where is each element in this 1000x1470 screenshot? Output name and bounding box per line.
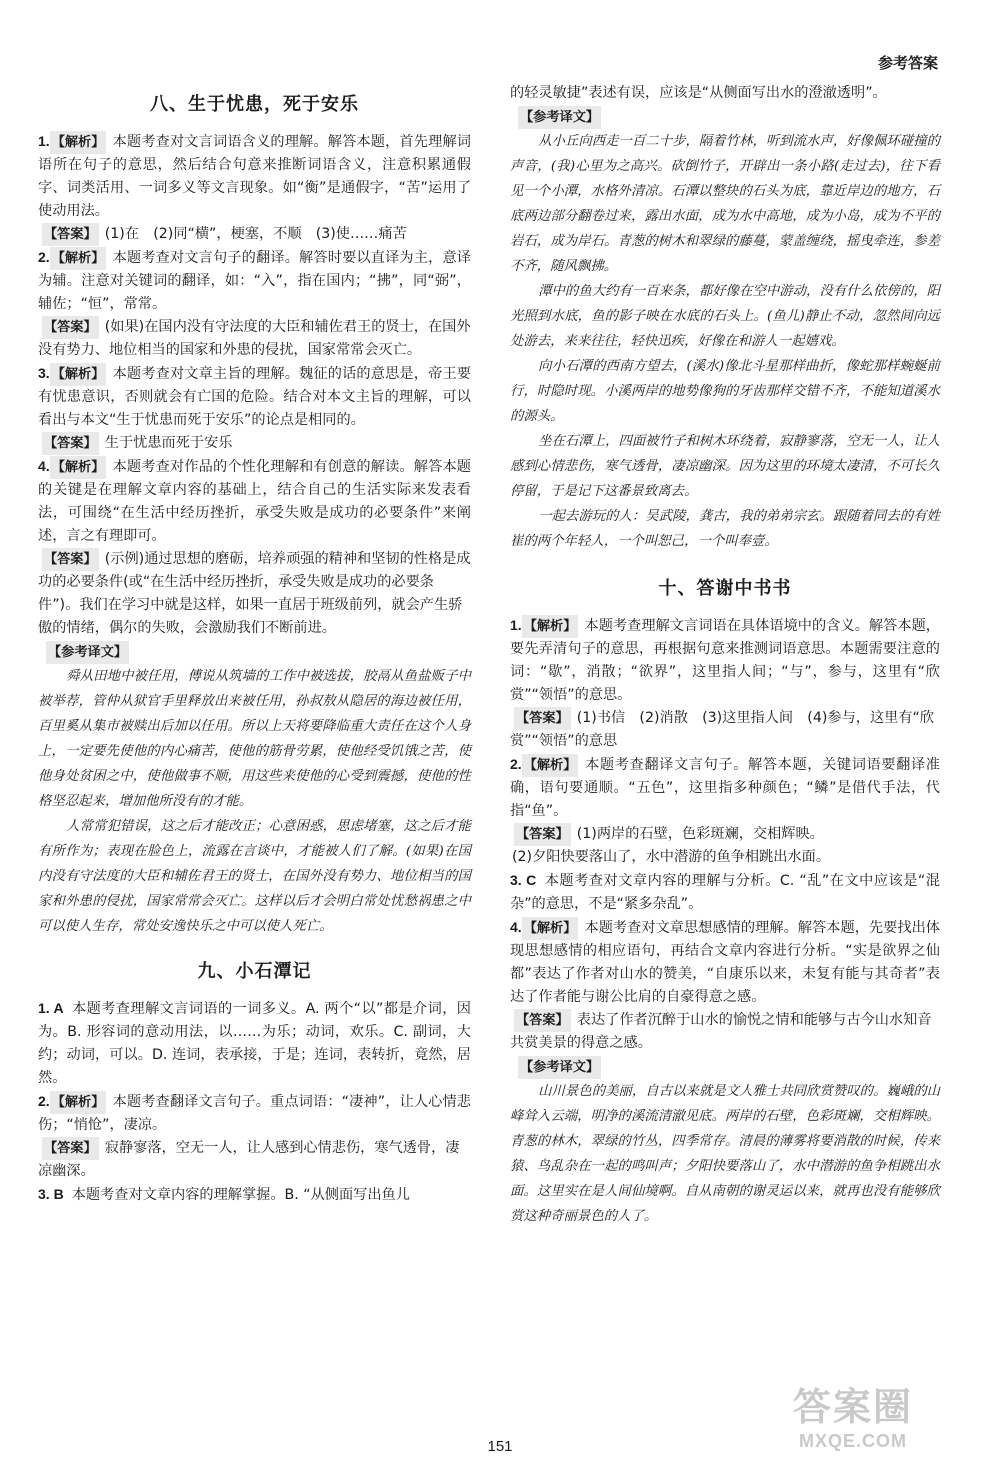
analysis-tag: 【解析】 [50, 1091, 107, 1114]
analysis-text: 本题考查对文章内容的理解与分析。C. “乱”在文中应该是“混杂”的意思，不是“紧多杂乱”。 [510, 873, 940, 912]
analysis-tag: 【解析】 [522, 917, 579, 940]
translation-paragraph: 向小石潭的西南方望去，(溪水)像北斗星那样曲折，像蛇那样蜿蜒前行，时隐时现。小溪两岸的地势像狗的牙齿那样交错不齐，不能知道溪水的源头。 [510, 359, 940, 424]
answer-text: 表达了作者沉醉于山水的愉悦之情和能够与古今山水知音共赏美景的得意之感。 [510, 1012, 932, 1051]
answer-1 [38, 223, 471, 246]
answer-text: (如果)在国内没有守法度的大臣和辅佐君王的贤士，在国外没有势力、地位相当的国家和外患的侵扰，国家常常会灭亡。 [38, 319, 471, 358]
translation-paragraph: 从小丘向西走一百二十步，隔着竹林，听到流水声，好像佩环碰撞的声音，(我)心里为之高兴。砍倒竹子，开辟出一条小路(走过去)，往下看见一个小潭，水格外清凉。石潭以整块的石头为底，靠近岸边的地方，石底两边部分翻卷过来，露出水面，成为水中高地，成为小岛，成为不平的岩石，成为岸石。青葱的树木和翠绿的藤蔓，蒙盖缠绕，摇曳牵连，参差不齐，随风飘拂。 [510, 134, 940, 274]
reference-tag: 【参考译文】 [518, 106, 601, 129]
left-column [38, 78, 471, 1207]
answer-2 [510, 823, 940, 846]
answer-3 [38, 432, 471, 455]
watermark-text: 答案圈 [792, 1385, 913, 1429]
analysis-tag: 【解析】 [50, 456, 107, 479]
translation-paragraph: 坐在石潭上，四面被竹子和树木环绕着，寂静寥落，空无一人，让人感到心情悲伤，寒气透骨，凄凉幽深。因为这里的环境太凄清，不可长久停留，于是记下这番景致离去。 [510, 434, 940, 499]
question-number: 1. [510, 617, 522, 633]
analysis-tag: 【解析】 [50, 247, 107, 270]
answer-tag: 【答案】 [514, 707, 571, 730]
reference-translation-heading [42, 641, 471, 664]
answer-text: (1)在 (2)同“横”，梗塞，不顺 (3)使……痛苦 [104, 226, 407, 242]
question-1 [38, 130, 471, 223]
analysis-tag: 【解析】 [50, 363, 107, 386]
analysis-text: 本题考查翻译文言句子。解答本题，关键词语要翻译准确，语句要通顺。“五色”，这里指多种颜色；“鳞”是借代手法，代指“鱼”。 [510, 757, 940, 819]
answer-text: 寂静寥落，空无一人，让人感到心情悲伤，寒气透骨，凄凉幽深。 [38, 1140, 460, 1179]
question-4 [510, 916, 940, 1009]
answer-tag: 【答案】 [42, 1137, 99, 1160]
reference-translation-heading [514, 106, 940, 129]
answer-2 [38, 316, 471, 362]
reference-tag: 【参考译文】 [518, 1056, 601, 1079]
answer-4 [38, 548, 471, 640]
page-number: 151 [487, 1438, 513, 1455]
watermark-logo [728, 1376, 978, 1456]
analysis-text: 本题考查对文章内容的理解掌握。B. “从侧面写出鱼儿 [71, 1187, 410, 1203]
answer-tag: 【答案】 [514, 1009, 571, 1032]
question-number: 3. [38, 365, 50, 381]
question-number: 1. [38, 133, 50, 149]
question-number: 2. [510, 756, 522, 772]
section-title-9: 九、小石潭记 [197, 961, 312, 982]
translation-paragraph: 一起去游玩的人：吴武陵，龚古，我的弟弟宗玄。跟随着同去的有姓崔的两个年轻人，一个叫恕己，一个叫奉壹。 [510, 509, 940, 549]
question-3-continued: 的轻灵敏捷”表述有误，应该是“从侧面写出水的澄澈透明”。 [510, 85, 887, 101]
right-column [510, 82, 940, 1229]
translation-paragraph: 人常常犯错误，这之后才能改正；心意困惑，思虑堵塞，这之后才能有所作为；表现在脸色上，流露在言谈中，才能被人们了解。(如果)在国内没有守法度的大臣和辅佐君王的贤士，在国外没有势力、地位相当的国家和外患的侵扰，国家常常会灭亡。这样以后才会明白常处忧愁祸患之中可以使人生存，常处安逸快乐之中可以使人死亡。 [38, 819, 471, 934]
analysis-text: 本题考查对文章主旨的理解。魏征的话的意思是，帝王要有忧患意识，否则就会有亡国的危险。结合对本文主旨的理解，可以看出与本文“生于忧患而死于安乐”的论点是相同的。 [38, 366, 471, 428]
question-number: 4. [510, 919, 522, 935]
answer-tag: 【答案】 [42, 548, 99, 571]
question-number: 4. [38, 458, 50, 474]
analysis-tag: 【解析】 [50, 131, 107, 154]
question-number: 2. [38, 249, 50, 265]
section-title-8: 八、生于忧患，死于安乐 [150, 94, 359, 115]
answer-text: (1)两岸的石壁，色彩斑斓，交相辉映。 [576, 826, 824, 842]
question-2 [38, 1090, 471, 1137]
question-4 [38, 455, 471, 548]
answer-text: (示例)通过思想的磨砺，培养顽强的精神和坚韧的性格是成功的必要条件(或“在生活中经历挫折，承受失败是成功的必要条件”)。我们在学习中就是这样，如果一直居于班级前列，就会产生骄傲的情绪，偶尔的失败，会激励我们不断前进。 [38, 551, 471, 636]
reference-tag: 【参考译文】 [46, 641, 129, 664]
question-2 [38, 246, 471, 316]
question-1 [510, 614, 940, 707]
answer-tag: 【答案】 [514, 823, 571, 846]
answer-4 [510, 1009, 940, 1055]
question-number: 1. A [38, 1000, 64, 1016]
watermark-url: MXQE.COM [798, 1431, 907, 1451]
analysis-text: 本题考查理解文言词语的一词多义。A. 两个“以”都是介词，因为。B. 形容词的意动用法，以……为乐；动词，欢乐。C. 副词，大约；动词，可以。D. 连词，表承接，于是；连词，表转折，竟然，居然。 [38, 1001, 471, 1086]
answer-2-line-2: (2)夕阳快要落山了，水中潜游的鱼争相跳出水面。 [512, 849, 831, 865]
answer-text: 生于忧患而死于安乐 [104, 435, 233, 451]
answer-tag: 【答案】 [42, 432, 99, 455]
answer-2 [38, 1137, 471, 1183]
analysis-text: 本题考查理解文言词语在具体语境中的含义。解答本题，要先弄清句子的意思，再根据句意来推测词语意思。本题需要注意的词：“歇”，消散；“欲界”，这里指人间；“与”，参与，这里有“欣赏”“领悟”的意思。 [510, 618, 940, 703]
question-number: 3. C [510, 872, 537, 888]
analysis-text: 本题考查对文言句子的翻译。解答时要以直译为主，意译为辅。注意对关键词的翻译，如：“入”，指在国内；“拂”，同“弼”，辅佐；“恒”，常常。 [38, 250, 471, 312]
question-2 [510, 753, 940, 823]
analysis-text: 本题考查翻译文言句子。重点词语：“凄神”，让人心情悲伤；“悄怆”，凄凉。 [38, 1094, 471, 1133]
translation-paragraph: 潭中的鱼大约有一百来条，都好像在空中游动，没有什么依傍的，阳光照到水底，鱼的影子映在水底的石头上。(鱼儿)静止不动，忽然间向远处游去，来来往往，轻快迅疾，好像在和游人一起嬉戏。 [510, 284, 940, 349]
analysis-text: 本题考查对作品的个性化理解和有创意的解读。解答本题的关键是在理解文章内容的基础上，结合自己的生活实际来发表看法，可围绕“在生活中经历挫折，承受失败是成功的必要条件”来阐述，言之有理即可。 [38, 459, 471, 544]
analysis-tag: 【解析】 [522, 615, 579, 638]
question-number: 2. [38, 1093, 50, 1109]
reference-translation-heading [514, 1056, 940, 1079]
analysis-tag: 【解析】 [522, 754, 579, 777]
answer-tag: 【答案】 [42, 316, 99, 339]
translation-paragraph: 山川景色的美丽，自古以来就是文人雅士共同欣赏赞叹的。巍峨的山峰耸入云端，明净的溪流清澈见底。两岸的石壁，色彩斑斓，交相辉映。青葱的林木，翠绿的竹丛，四季常存。清晨的薄雾将要消散的时候，传来猿、鸟乱杂在一起的鸣叫声；夕阳快要落山了，水中潜游的鱼争相跳出水面。这里实在是人间仙境啊。自从南朝的谢灵运以来，就再也没有能够欣赏这种奇丽景色的人了。 [510, 1084, 940, 1224]
answer-1 [510, 707, 940, 753]
question-3 [38, 1183, 471, 1207]
question-1 [38, 997, 471, 1090]
answer-tag: 【答案】 [42, 223, 99, 246]
page-header: 参考答案 [877, 54, 938, 72]
analysis-text: 本题考查对文章思想感情的理解。解答本题，先要找出体现思想感情的相应语句，再结合文章内容进行分析。“实是欲界之仙都”表达了作者对山水的赞美，“自康乐以来，未复有能与其奇者”表达了作者能与谢公比肩的自豪得意之感。 [510, 920, 940, 1005]
section-title-10: 十、答谢中书书 [658, 578, 792, 599]
question-3 [510, 869, 940, 916]
question-3 [38, 362, 471, 432]
answer-text: (1)书信 (2)消散 (3)这里指人间 (4)参与，这里有“欣赏”“领悟”的意思 [510, 710, 935, 749]
question-number: 3. B [38, 1186, 64, 1202]
translation-paragraph: 舜从田地中被任用，傅说从筑墙的工作中被选拔，胶鬲从鱼盐贩子中被举荐，管仲从狱官手里释放出来被任用，孙叔敖从隐居的海边被任用，百里奚从集市被赎出后加以任用。所以上天将要降临重大责任在这个人身上，一定要先使他的内心痛苦，使他的筋骨劳累，使他经受饥饿之苦，使他身处贫困之中，使他做事不顺，用这些来使他的心受到震撼，使他的性格坚忍起来，增加他所没有的才能。 [38, 669, 471, 809]
analysis-text: 本题考查对文言词语含义的理解。解答本题，首先理解词语所在句子的意思，然后结合句意来推断词语含义，注意积累通假字、词类活用、一词多义等文言现象。如“衡”是通假字，“苦”运用了使动用法。 [38, 134, 471, 219]
